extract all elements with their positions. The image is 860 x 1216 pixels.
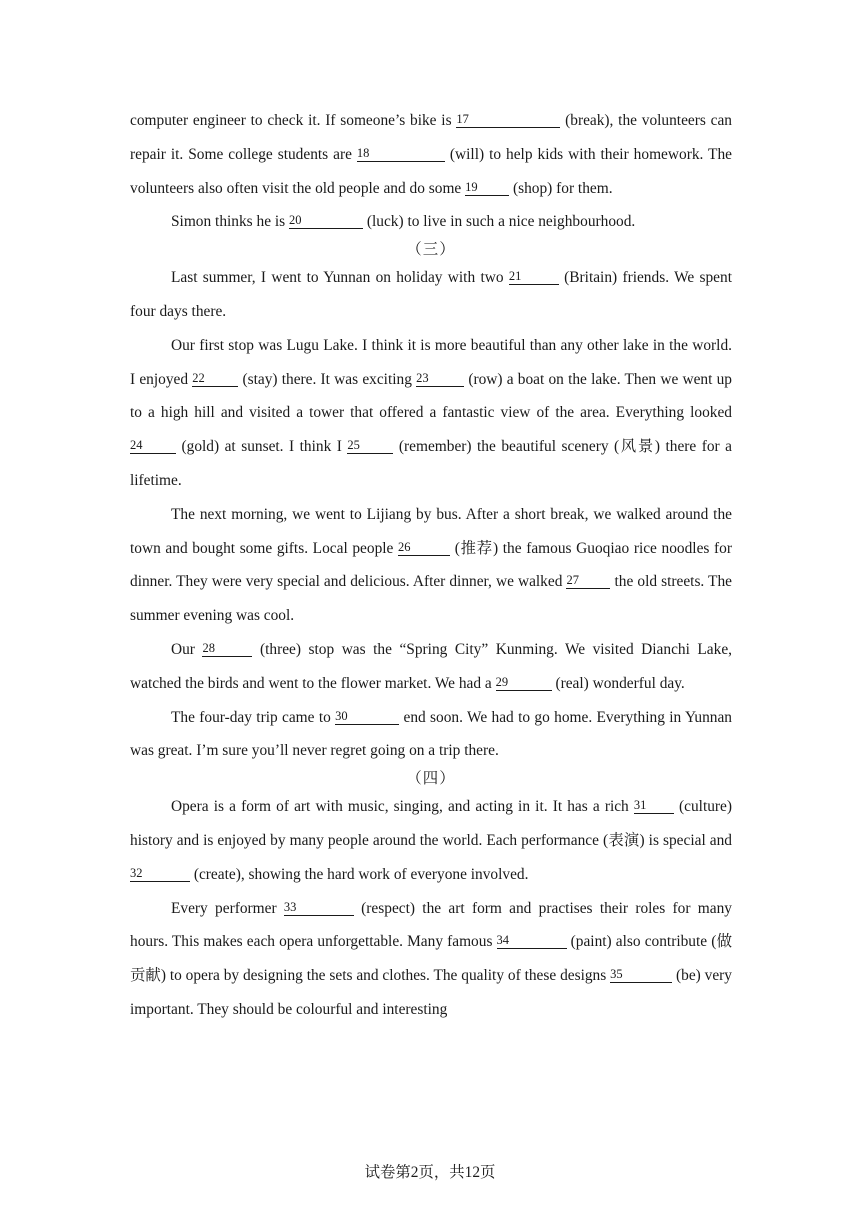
blank-35[interactable]: 35 (610, 966, 672, 983)
text: The next morning, we went to Lijiang by bus. After a short break, we walked around the town and bought some gifts. Local people (130, 505, 732, 557)
blank-26[interactable]: 26 (398, 539, 450, 556)
text: (respect) the art form and practises their roles for many hours. This makes each opera unforgettable. Many famous (130, 899, 732, 951)
blank-27[interactable]: 27 (566, 572, 610, 589)
text: Our first stop was Lugu Lake. I think it is more beautiful than any other lake in the world. I enjoyed (130, 336, 732, 388)
paragraph-simon (130, 205, 732, 239)
text: (real) wonderful day. (551, 674, 685, 692)
blank-34[interactable]: 34 (497, 932, 567, 949)
paragraph-performer (130, 892, 732, 1027)
paragraph-volunteers (130, 104, 732, 205)
text: Last summer, I went to Yunnan on holiday with two (171, 269, 509, 287)
text: Every performer (171, 899, 284, 917)
text: The four-day trip came to (171, 708, 336, 726)
blank-20[interactable]: 20 (289, 212, 363, 229)
text: (create), showing the hard work of everyone involved. (190, 865, 529, 883)
text: (break), the volunteers can repair it. Some college students are (130, 112, 732, 163)
blank-25[interactable]: 25 (347, 437, 393, 454)
text: (will) to help kids with their homework. The volunteers also often visit the old people and do some (130, 145, 732, 197)
text: (row) a boat on the lake. Then we went up to a high hill and visited a tower that offered a fantastic view of the area. Everything looked (130, 370, 733, 422)
text: (luck) to live in such a nice neighbourhood. (363, 213, 636, 231)
text: (Britain) friends. We spent four days there. (130, 269, 732, 320)
blank-32[interactable]: 32 (130, 865, 190, 882)
blank-30[interactable]: 30 (335, 708, 399, 725)
text: (stay) there. It was exciting (238, 370, 417, 388)
text: Our (171, 640, 203, 658)
document-body (130, 104, 732, 1027)
text: (be) very important. They should be colourful and interesting (130, 967, 732, 1018)
paragraph-opera (130, 790, 732, 891)
blank-17[interactable]: 17 (456, 111, 560, 128)
text: (remember) the beautiful scenery (风景) there for a lifetime. (130, 438, 733, 489)
blank-18[interactable]: 18 (357, 145, 445, 162)
text: computer engineer to check it. If someone’s bike is (130, 112, 457, 129)
blank-24[interactable]: 24 (130, 437, 176, 454)
blank-33[interactable]: 33 (284, 899, 354, 916)
blank-19[interactable]: 19 (465, 179, 509, 196)
text: (three) stop was the “Spring City” Kunming. We visited Dianchi Lake, watched the birds and went to the flower market. We had a (130, 640, 732, 692)
paragraph-lugu-lake (130, 329, 732, 498)
text: (paint) also contribute (做贡献) to opera by designing the sets and clothes. The quality of these designs (130, 933, 732, 985)
text: Opera is a form of art with music, singing, and acting in it. It has a rich (171, 798, 634, 816)
blank-23[interactable]: 23 (416, 370, 464, 387)
text: Simon thinks he is (171, 213, 290, 231)
blank-31[interactable]: 31 (634, 797, 674, 814)
paragraph-lijiang (130, 498, 732, 633)
text: (shop) for them. (509, 179, 613, 197)
text: the old streets. The summer evening was cool. (130, 573, 732, 625)
text: (culture) history and is enjoyed by many people around the world. Each performance (表演) is special and (130, 798, 733, 849)
text: (gold) at sunset. I think I (176, 438, 348, 456)
paragraph-trip-end (130, 701, 732, 769)
text: (推荐) the famous Guoqiao rice noodles for dinner. They were very special and delicious. After dinner, we walked (130, 539, 732, 591)
paragraph-yunnan-intro (130, 261, 732, 329)
text: end soon. We had to go home. Everything in Yunnan was great. I’m sure you’ll never regret going on a trip there. (130, 708, 732, 760)
blank-21[interactable]: 21 (509, 268, 559, 285)
paragraph-kunming (130, 633, 732, 701)
blank-29[interactable]: 29 (496, 674, 552, 691)
blank-28[interactable]: 28 (202, 640, 252, 657)
section-heading-3: （三） (406, 241, 456, 259)
blank-22[interactable]: 22 (192, 370, 238, 387)
section-heading-4: （四） (406, 770, 456, 788)
page-footer: 试卷第2页，共12页 (364, 1164, 496, 1181)
